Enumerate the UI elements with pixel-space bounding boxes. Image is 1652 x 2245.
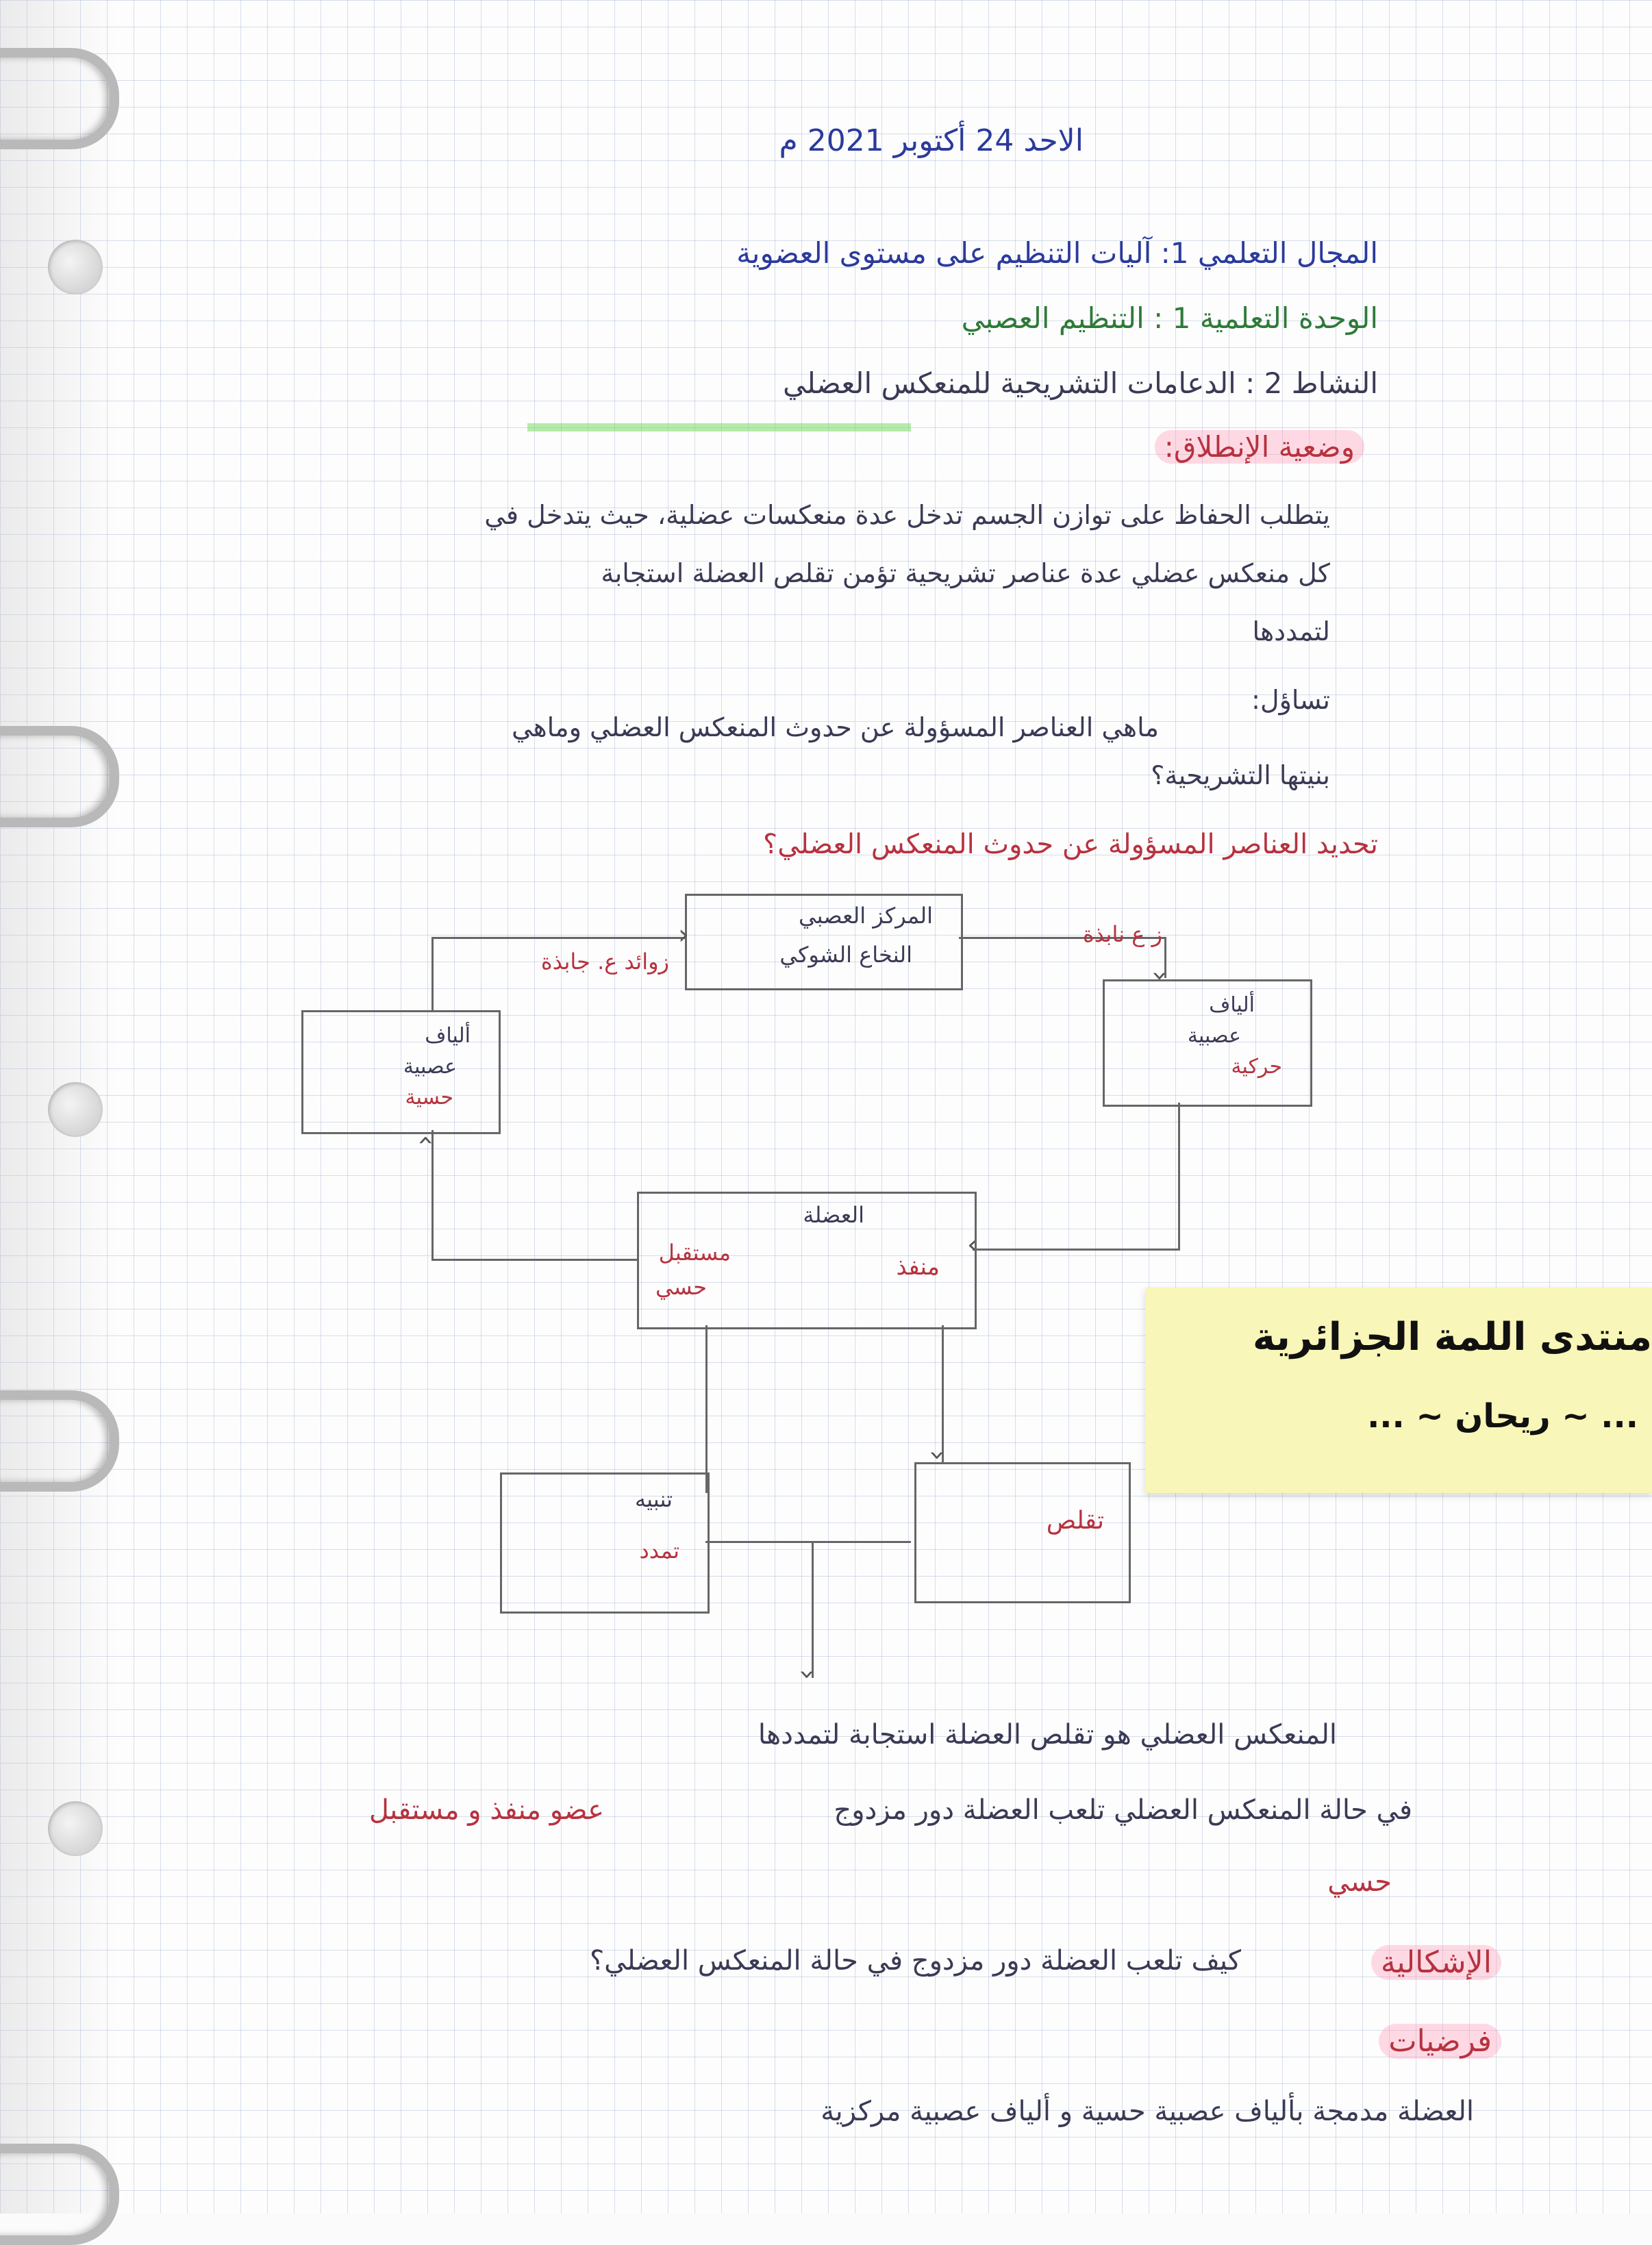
arrow-up-icon: › <box>409 1135 440 1146</box>
section-title: وضعية الإنطلاق: <box>1155 430 1364 464</box>
connector-line <box>431 1130 434 1260</box>
connector-line <box>431 937 434 1012</box>
stimulus-label: تنبيه <box>634 1486 673 1512</box>
punch-hole-icon <box>48 1801 103 1856</box>
effector-label: منفذ <box>896 1253 940 1281</box>
connector-line <box>705 1325 708 1493</box>
efferent-label: ز ع نابذة <box>1082 921 1162 947</box>
arrow-down-icon: › <box>1144 970 1176 981</box>
punch-hole-icon <box>48 240 103 294</box>
receptor-line-1: مستقبل <box>658 1240 731 1266</box>
stretch-label: تمدد <box>639 1538 679 1564</box>
hypothesis-text: العضلة مدمجة بألياف عصبية حسية و ألياف عصبية مركزية <box>821 2096 1474 2127</box>
punch-hole-icon <box>48 1082 103 1137</box>
arrow-left-icon: › <box>967 1231 978 1262</box>
connector-line <box>812 1541 814 1678</box>
arrow-right-icon: › <box>678 919 689 951</box>
situation-line-1: يتطلب الحفاظ على توازن الجسم تدخل عدة منعكسات عضلية، حيث يتدخل في <box>484 500 1330 530</box>
receptor-line-2: حسي <box>655 1274 707 1300</box>
situation-line-3: لتمددها <box>1252 616 1330 647</box>
connector-line <box>973 1249 1180 1251</box>
binder-ring-icon <box>0 726 119 827</box>
motor-fiber-line-1: ألياف <box>1209 993 1255 1017</box>
binder-ring-icon <box>0 2144 119 2245</box>
question-line-2: بنيتها التشريحية؟ <box>1151 760 1330 790</box>
spinal-cord-label: النخاع الشوكي <box>779 942 912 968</box>
muscle-title: العضلة <box>803 1202 864 1228</box>
sticky-note-signature: ... ~ ريحان ~ ... <box>1367 1397 1638 1435</box>
sticky-note-title: منتدى اللمة الجزائرية <box>1252 1315 1652 1359</box>
nerve-center-label: المركز العصبي <box>798 903 933 929</box>
sensory-fiber-line-3: حسية <box>405 1086 453 1109</box>
motor-fiber-line-3: حركية <box>1231 1055 1282 1079</box>
problem-text: كيف تلعب العضلة دور مزدوج في حالة المنعكس العضلي؟ <box>589 1945 1241 1977</box>
activity: النشاط 2 : الدعامات التشريحية للمنعكس العضلي <box>783 366 1378 400</box>
problem-label: الإشكالية <box>1371 1945 1501 1980</box>
task-line: تحديد العناصر المسؤولة عن حدوث المنعكس العضلي؟ <box>763 829 1378 860</box>
conclusion-line-3: حسي <box>1327 1866 1392 1898</box>
conclusion-line-2-highlight: عضو منفذ و مستقبل <box>368 1794 604 1826</box>
sensory-fiber-box <box>301 1010 501 1134</box>
highlight <box>527 404 911 431</box>
conclusion-line-1: المنعكس العضلي هو تقلص العضلة استجابة لتمددها <box>758 1719 1337 1751</box>
date: الاحد 24 أكتوبر 2021 م <box>779 123 1084 158</box>
afferent-label: زوائد ع. جابذة <box>540 949 669 975</box>
arrow-down-icon: › <box>792 1669 823 1680</box>
motor-fiber-line-2: عصبية <box>1187 1024 1241 1048</box>
sensory-fiber-line-2: عصبية <box>403 1055 457 1079</box>
connector-line <box>431 1259 637 1261</box>
conclusion-line-2: في حالة المنعكس العضلي تلعب العضلة دور مزدوج <box>834 1794 1412 1826</box>
connector-line <box>431 937 685 939</box>
connector-line <box>1178 1103 1180 1250</box>
hypotheses-label: فرضيات <box>1379 2024 1501 2059</box>
connector-line <box>705 1541 911 1543</box>
binder-ring-icon <box>0 48 119 149</box>
arrow-down-icon: › <box>922 1450 953 1461</box>
question-label: تساؤل: <box>1251 685 1330 715</box>
sticky-note <box>1145 1288 1652 1493</box>
situation-line-2: كل منعكس عضلي عدة عناصر تشريحية تؤمن تقلص العضلة استجابة <box>601 558 1330 588</box>
question-line-1: ماهي العناصر المسؤولة عن حدوث المنعكس العضلي وماهي <box>511 712 1159 742</box>
sensory-fiber-line-1: ألياف <box>425 1024 471 1048</box>
learning-field: المجال التعلمي 1: آليات التنظيم على مستوى العضوية <box>736 236 1378 270</box>
binder-ring-icon <box>0 1390 119 1492</box>
learning-unit: الوحدة التعلمية 1 : التنظيم العصبي <box>961 301 1378 335</box>
connector-line <box>942 1325 944 1462</box>
contraction-label: تقلص <box>1046 1507 1104 1535</box>
